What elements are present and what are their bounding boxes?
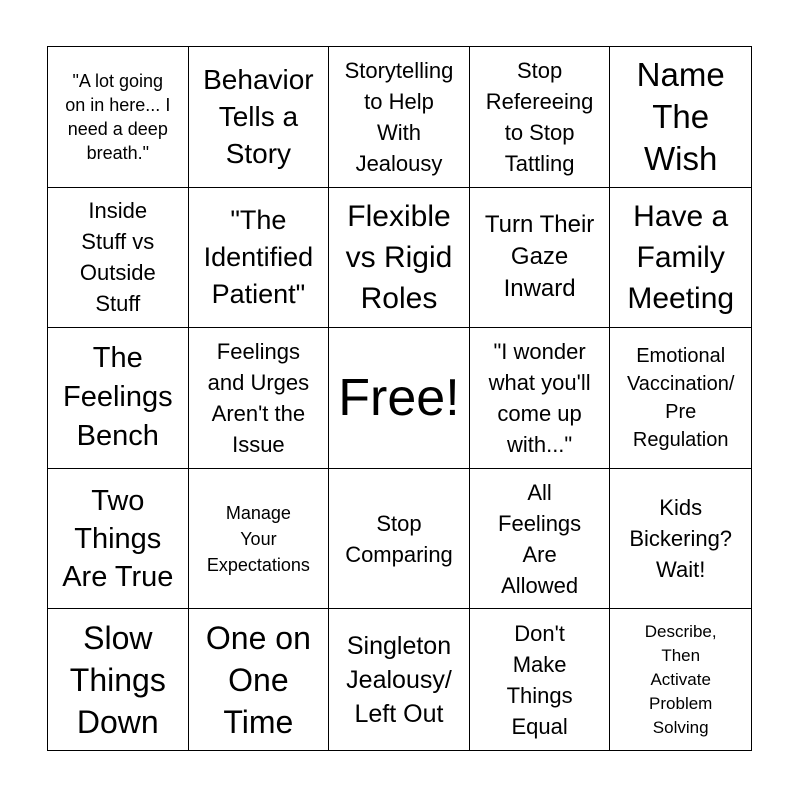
cell-text: "A lot going on in here... I need a deep breath." <box>65 70 171 163</box>
cell-text: The Feelings Bench <box>62 342 173 453</box>
bingo-cell[interactable] <box>189 609 330 750</box>
cell-text: Manage Your Expectations <box>206 502 310 575</box>
bingo-cell[interactable] <box>189 47 330 188</box>
bingo-cell[interactable] <box>610 469 751 610</box>
bingo-cell[interactable] <box>329 47 470 188</box>
bingo-cell[interactable] <box>470 328 611 469</box>
bingo-board <box>47 46 752 751</box>
bingo-cell[interactable] <box>470 469 611 610</box>
bingo-cell[interactable] <box>48 609 189 750</box>
bingo-cell[interactable] <box>610 328 751 469</box>
cell-text: Two Things Are True <box>62 484 174 593</box>
bingo-cell[interactable] <box>48 188 189 329</box>
cell-text: Slow Things Down <box>69 619 166 740</box>
bingo-cell[interactable] <box>189 328 330 469</box>
bingo-cell[interactable] <box>470 47 611 188</box>
bingo-cell[interactable] <box>610 609 751 750</box>
cell-text: Stop Refereeing to Stop Tattling <box>485 57 594 176</box>
cell-text: All Feelings Are Allowed <box>498 479 582 598</box>
cell-text: Turn Their Gaze Inward <box>484 211 595 303</box>
cell-text: "I wonder what you'll come up with..." <box>488 338 591 457</box>
bingo-cell[interactable] <box>329 609 470 750</box>
bingo-cell[interactable] <box>48 47 189 188</box>
bingo-cell[interactable] <box>48 469 189 610</box>
cell-text: Name The Wish <box>636 55 725 177</box>
bingo-cell[interactable] <box>189 469 330 610</box>
free-space[interactable] <box>329 328 470 469</box>
bingo-cell[interactable] <box>189 188 330 329</box>
bingo-cell[interactable] <box>470 188 611 329</box>
bingo-cell[interactable] <box>329 469 470 610</box>
cell-text: Kids Bickering? Wait! <box>629 495 733 583</box>
bingo-cell[interactable] <box>48 328 189 469</box>
bingo-cell[interactable] <box>610 47 751 188</box>
cell-text: Have a Family Meeting <box>627 199 735 315</box>
cell-text: Stop Comparing <box>345 510 453 567</box>
cell-text: Don't Make Things Equal <box>506 620 573 739</box>
bingo-cell[interactable] <box>610 188 751 329</box>
cell-text: "The Identified Patient" <box>203 204 314 309</box>
cell-text: Feelings and Urges Aren't the Issue <box>207 338 310 457</box>
cell-text: Behavior Tells a Story <box>203 64 314 170</box>
cell-text: One on One Time <box>205 619 311 740</box>
cell-text: Emotional Vaccination/ Pre Regulation <box>626 344 735 451</box>
cell-text: Singleton Jealousy/ Left Out <box>346 631 452 728</box>
cell-text: Storytelling to Help With Jealousy <box>344 57 454 176</box>
cell-text: Flexible vs Rigid Roles <box>345 199 453 315</box>
free-text: Free! <box>338 368 460 427</box>
cell-text: Describe, Then Activate Problem Solving <box>644 621 717 737</box>
bingo-cell[interactable] <box>470 609 611 750</box>
cell-text: Inside Stuff vs Outside Stuff <box>79 198 156 317</box>
bingo-cell[interactable] <box>329 188 470 329</box>
